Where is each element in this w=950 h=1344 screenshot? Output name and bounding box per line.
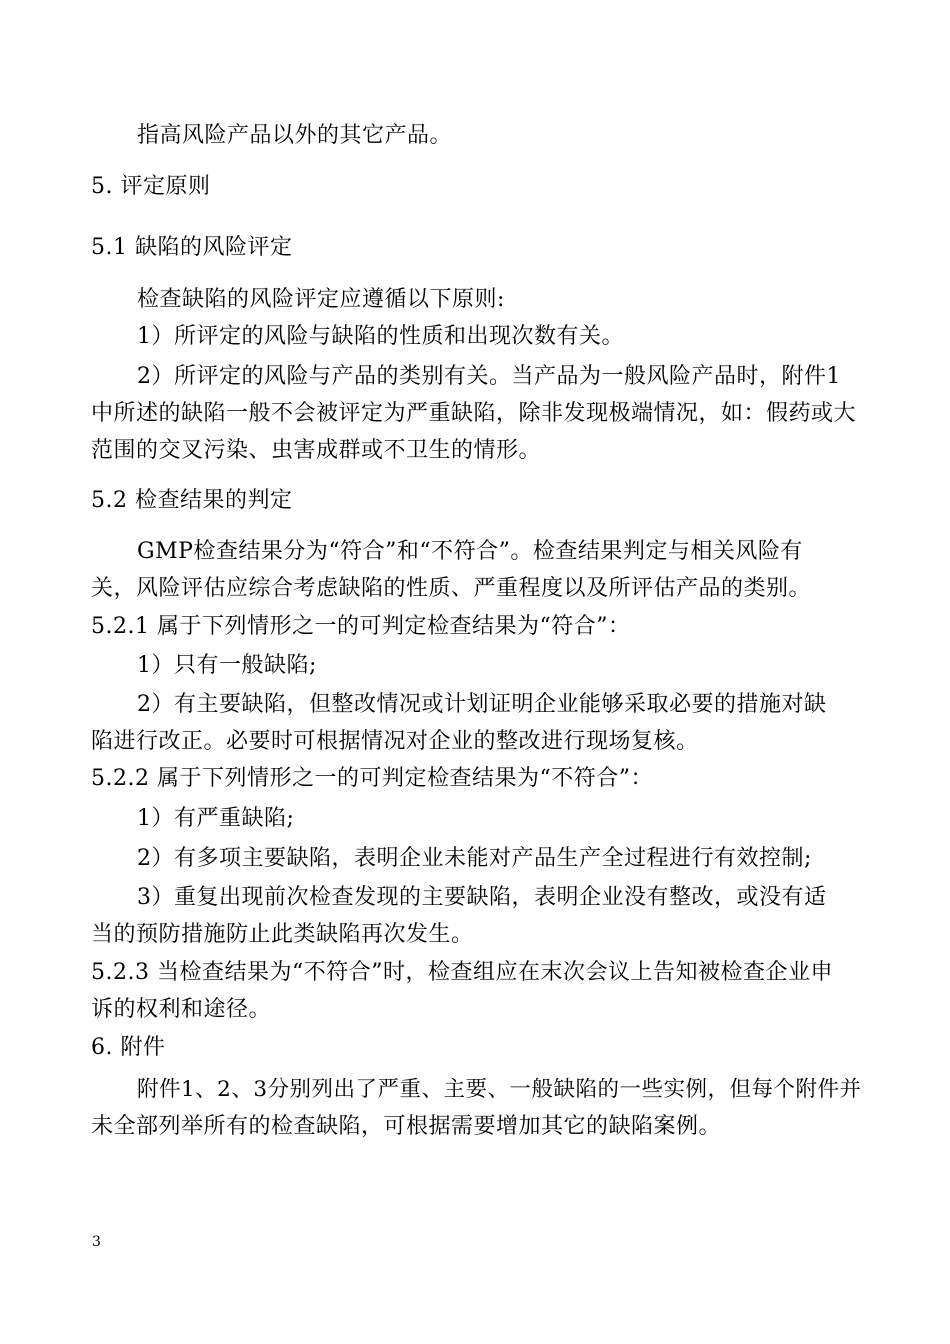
paragraph-line: 陷进行改正。必要时可根据情况对企业的整改进行现场复核。 [91,729,699,754]
list-item: 2）有主要缺陷，但整改情况或计划证明企业能够采取必要的措施对缺 [137,692,827,717]
list-item: 3）重复出现前次检查发现的主要缺陷，表明企业没有整改，或没有适 [137,885,827,910]
list-item: 2）有多项主要缺陷，表明企业未能对产品生产全过程进行有效控制; [137,846,812,871]
list-item: 1）所评定的风险与缺陷的性质和出现次数有关。 [137,324,624,349]
paragraph-line: 当的预防措施防止此类缺陷再次发生。 [91,922,474,947]
list-item: 1）只有一般缺陷; [137,653,317,678]
paragraph-line: 指高风险产品以外的其它产品。 [137,123,453,148]
paragraph-line: 中所述的缺陷一般不会被评定为严重缺陷，除非发现极端情况，如：假药或大 [91,401,857,426]
paragraph-line: 未全部列举所有的检查缺陷，可根据需要增加其它的缺陷案例。 [91,1114,722,1139]
section-heading-5-1: 5.1 缺陷的风险评定 [91,235,293,260]
section-heading-5: 5. 评定原则 [91,174,211,199]
list-item: 2）所评定的风险与产品的类别有关。当产品为一般风险产品时，附件1 [137,364,841,389]
paragraph-line: GMP检查结果分为“符合”和“不符合”。检查结果判定与相关风险有 [137,539,803,564]
list-item: 1）有严重缺陷; [137,806,295,831]
paragraph-line: 关，风险评估应综合考虑缺陷的性质、严重程度以及所评估产品的类别。 [91,576,812,601]
subsection-heading-5-2-3: 5.2.3 当检查结果为“不符合”时，检查组应在末次会议上告知被检查企业申 [91,960,833,985]
paragraph-line: 检查缺陷的风险评定应遵循以下原则: [137,287,505,312]
paragraph-line: 诉的权利和途径。 [91,997,272,1022]
subsection-heading-5-2-1: 5.2.1 属于下列情形之一的可判定检查结果为“符合”： [91,614,631,639]
section-heading-6: 6. 附件 [91,1035,166,1060]
subsection-heading-5-2-2: 5.2.2 属于下列情形之一的可判定检查结果为“不符合”： [91,766,653,791]
page-number: 3 [92,1234,101,1250]
section-heading-5-2: 5.2 检查结果的判定 [91,488,293,513]
paragraph-line: 范围的交叉污染、虫害成群或不卫生的情形。 [91,438,542,463]
paragraph-line: 附件1、2、3分别列出了严重、主要、一般缺陷的一些实例，但每个附件并 [137,1077,862,1102]
